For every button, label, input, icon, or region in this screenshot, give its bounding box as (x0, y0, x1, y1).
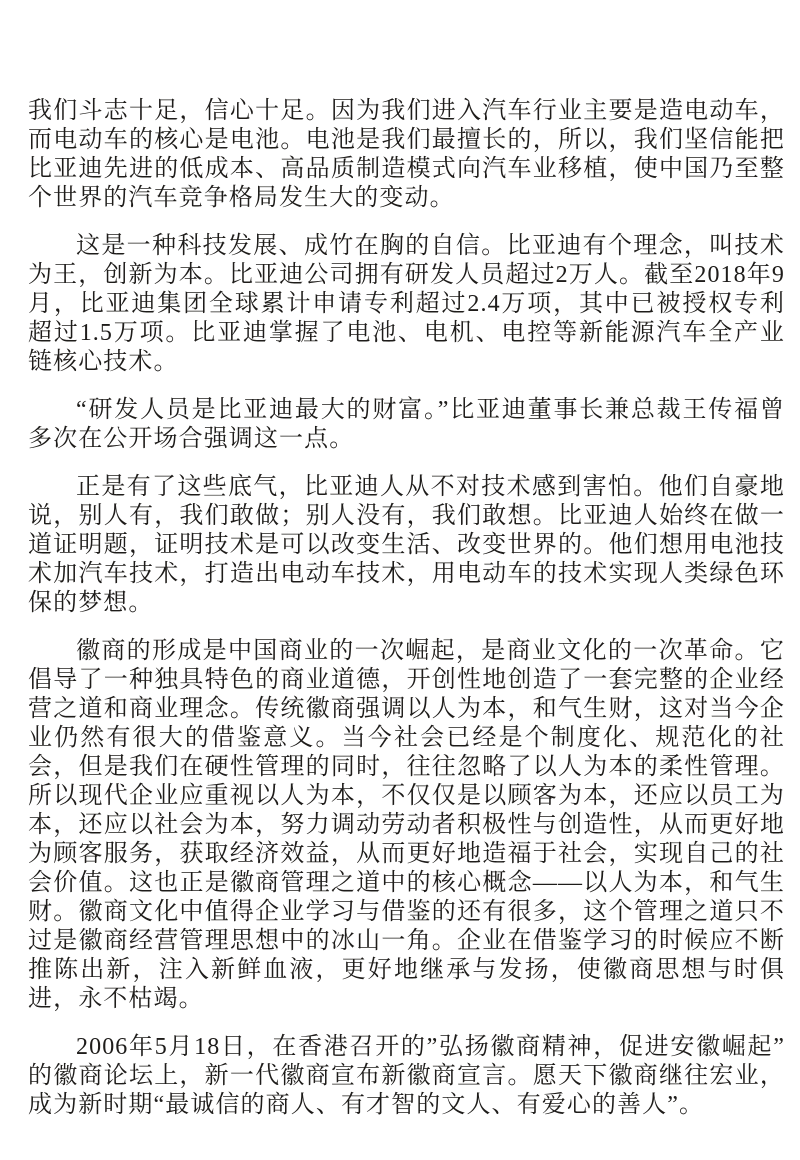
paragraph: “研发人员是比亚迪最大的财富。”比亚迪董事长兼总裁王传福曾多次在公开场合强调这一点。 (28, 397, 785, 452)
paragraph: 这是一种科技发展、成竹在胸的自信。比亚迪有个理念，叫技术为王，创新为本。比亚迪公司拥有研发人员超过2万人。截至2018年9月，比亚迪集团全球累计申请专利超过2.4万项，其中已被授权专利超过1.5万项。比亚迪掌握了电池、电机、电控等新能源汽车全产业链核心技术。 (28, 233, 785, 375)
paragraph: 2006年5月18日，在香港召开的”弘扬徽商精神，促进安徽崛起”的徽商论坛上，新一代徽商宣布新徽商宣言。愿天下徽商继往宏业，成为新时期“最诚信的商人、有才智的文人、有爱心的善人”。 (28, 1034, 785, 1118)
paragraph: 正是有了这些底气，比亚迪人从不对技术感到害怕。他们自豪地说，别人有，我们敢做；别人没有，我们敢想。比亚迪人始终在做一道证明题，证明技术是可以改变生活、改变世界的。他们想用电池技术加汽车技术，打造出电动车技术，用电动车的技术实现人类绿色环保的梦想。 (28, 474, 785, 616)
document-body (28, 97, 785, 1120)
paragraph: 徽商的形成是中国商业的一次崛起，是商业文化的一次革命。它倡导了一种独具特色的商业道德，开创性地创造了一套完整的企业经营之道和商业理念。传统徽商强调以人为本，和气生财，这对当今企业仍然有很大的借鉴意义。当今社会已经是个制度化、规范化的社会，但是我们在硬性管理的同时，往往忽略了以人为本的柔性管理。所以现代企业应重视以人为本，不仅仅是以顾客为本，还应以员工为本，还应以社会为本，努力调动劳动者积极性与创造性，从而更好地为顾客服务，获取经济效益，从而更好地造福于社会，实现自己的社会价值。这也正是徽商管理之道中的核心概念——以人为本，和气生财。徽商文化中值得企业学习与借鉴的还有很多，这个管理之道只不过是徽商经营管理思想中的冰山一角。企业在借鉴学习的时候应不断推陈出新，注入新鲜血液，更好地继承与发扬，使徽商思想与时俱进，永不枯竭。 (28, 638, 785, 1012)
paragraph: 我们斗志十足，信心十足。因为我们进入汽车行业主要是造电动车，而电动车的核心是电池。电池是我们最擅长的，所以，我们坚信能把比亚迪先进的低成本、高品质制造模式向汽车业移植，使中国乃至整个世界的汽车竞争格局发生大的变动。 (28, 98, 785, 211)
